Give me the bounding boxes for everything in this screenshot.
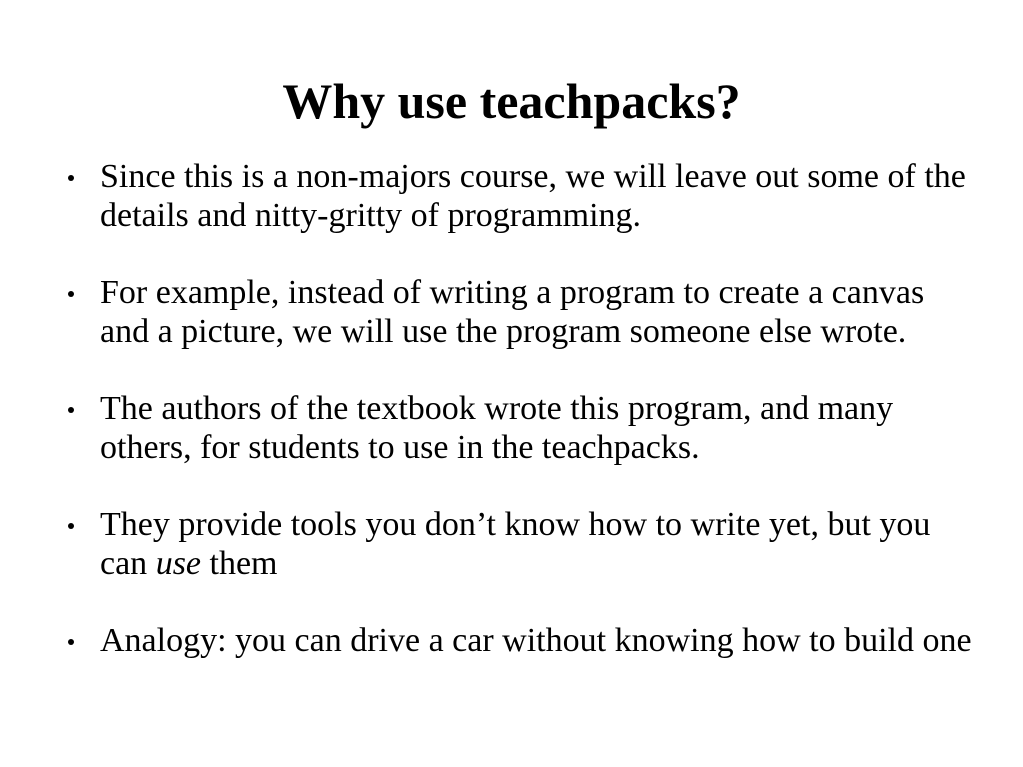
bullet-dot-icon [68,291,74,297]
bullet-text: The authors of the textbook wrote this program, and many others, for students to use in the teachpacks. [100,390,894,466]
bullet-text-after: them [201,544,278,582]
slide-title: Why use teachpacks? [282,73,741,129]
bullet-text: For example, instead of writing a program to create a canvas and a picture, we will use the program someone else wrote. [100,274,925,350]
bullet-text-before: They provide tools you don’t know how to write yet, but you can [100,506,931,582]
bullet-item [60,506,980,583]
bullet-dot-icon [68,407,74,413]
bullet-text: Since this is a non-majors course, we will leave out some of the details and nitty-gritty of programming. [100,158,966,234]
bullet-dot-icon [68,523,74,529]
bullet-text: Analogy: you can drive a car without knowing how to build one [100,622,972,659]
bullet-dot-icon [68,639,74,645]
bullet-emphasis: use [155,544,202,582]
bullet-list [60,158,980,700]
bullet-item [60,158,980,235]
bullet-item [60,622,980,661]
bullet-dot-icon [68,175,74,181]
bullet-item [60,274,980,351]
bullet-item [60,390,980,467]
